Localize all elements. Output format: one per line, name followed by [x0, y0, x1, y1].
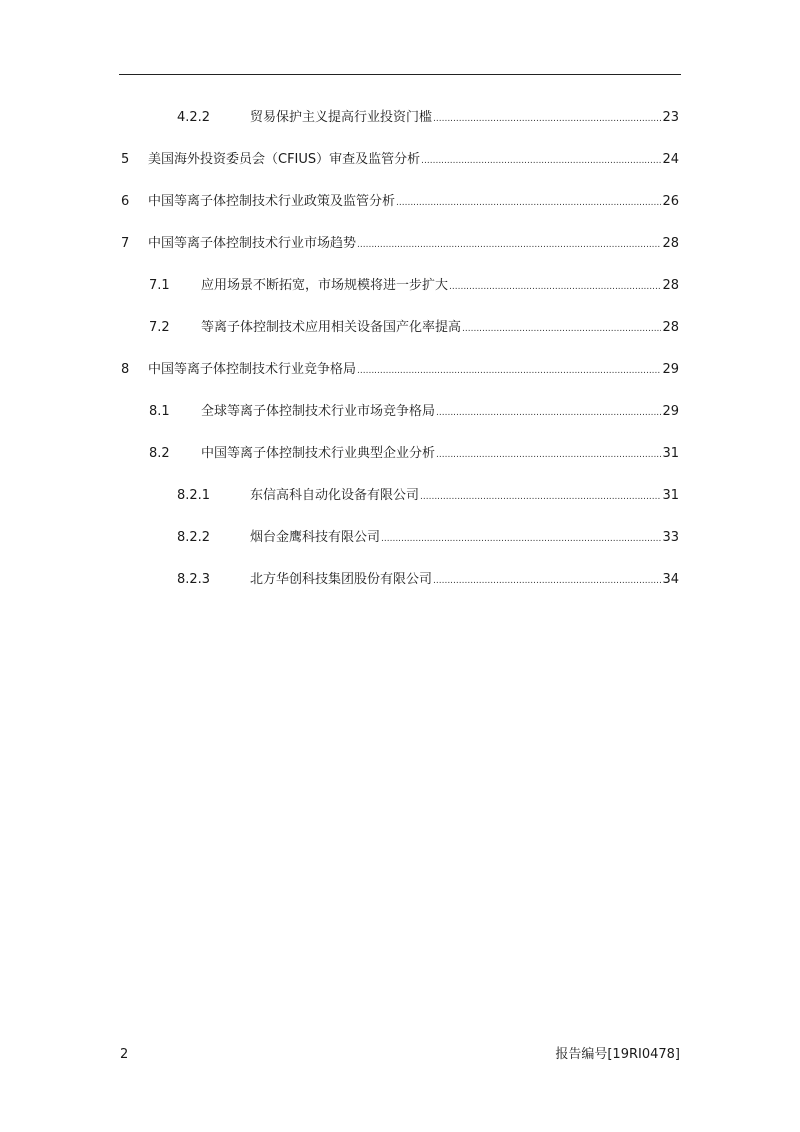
toc-entry-title: 烟台金鹰科技有限公司: [250, 530, 381, 545]
toc-entry-7-2[interactable]: [149, 317, 679, 339]
toc-dot-leader: [433, 570, 661, 592]
toc-dot-leader: [436, 402, 661, 424]
toc-entry-title: 中国等离子体控制技术行业典型企业分析: [201, 446, 436, 461]
toc-entry-title: 中国等离子体控制技术行业竞争格局: [148, 362, 357, 377]
toc-entry-title: 应用场景不断拓宽，市场规模将进一步扩大: [201, 278, 449, 293]
toc-entry-title: 北方华创科技集团股份有限公司: [250, 572, 433, 587]
toc-dot-leader: [357, 360, 661, 382]
footer-page-number: 2: [120, 1047, 129, 1062]
toc-entry-title: 中国等离子体控制技术行业市场趋势: [148, 236, 357, 251]
toc-entry-title: 中国等离子体控制技术行业政策及监管分析: [148, 194, 396, 209]
toc-dot-leader: [433, 108, 661, 130]
toc-entry-title: 东信高科自动化设备有限公司: [250, 488, 420, 503]
toc-entry-5[interactable]: [121, 149, 679, 171]
toc-entry-number: 8.1: [149, 404, 170, 419]
toc-entry-page: 31: [662, 488, 679, 503]
toc-dot-leader: [462, 318, 661, 340]
toc-entry-8-2-2[interactable]: [177, 527, 679, 549]
toc-entry-number: 6: [121, 194, 130, 209]
toc-entry-page: 33: [662, 530, 679, 545]
toc-entry-page: 29: [662, 404, 679, 419]
header-rule: [119, 74, 681, 75]
toc-entry-page: 28: [662, 236, 679, 251]
toc-entry-number: 7.2: [149, 320, 170, 335]
toc-entry-number: 4.2.2: [177, 110, 211, 125]
toc-entry-number: 7: [121, 236, 130, 251]
toc-entry-title: 贸易保护主义提高行业投资门槛: [250, 110, 433, 125]
toc-dot-leader: [396, 192, 661, 214]
toc-entry-page: 31: [662, 446, 679, 461]
toc-entry-6[interactable]: [121, 191, 679, 213]
toc-dot-leader: [420, 486, 661, 508]
toc-dot-leader: [449, 276, 661, 298]
toc-entry-page: 29: [662, 362, 679, 377]
toc-entry-number: 8.2.3: [177, 572, 211, 587]
toc-entry-page: 34: [662, 572, 679, 587]
toc-dot-leader: [436, 444, 661, 466]
toc-dot-leader: [421, 150, 661, 172]
toc-entry-number: 7.1: [149, 278, 170, 293]
toc-entry-number: 8.2.1: [177, 488, 211, 503]
toc-entry-page: 24: [662, 152, 679, 167]
toc-entry-page: 28: [662, 320, 679, 335]
toc-entry-8-1[interactable]: [149, 401, 679, 423]
toc-entry-title: 美国海外投资委员会（CFIUS）审查及监管分析: [148, 152, 421, 167]
toc-dot-leader: [357, 234, 661, 256]
toc-entry-number: 8: [121, 362, 130, 377]
toc-entry-number: 5: [121, 152, 130, 167]
toc-entry-8-2[interactable]: [149, 443, 679, 465]
toc-entry-8-2-3[interactable]: [177, 569, 679, 591]
toc-entry-page: 26: [662, 194, 679, 209]
toc-entry-page: 23: [662, 110, 679, 125]
footer-report-code: 报告编号[19RI0478]: [555, 1047, 680, 1062]
toc-entry-8[interactable]: [121, 359, 679, 381]
toc-entry-7[interactable]: [121, 233, 679, 255]
toc-entry-4-2-2[interactable]: [177, 107, 679, 129]
toc-entry-page: 28: [662, 278, 679, 293]
toc-entry-title: 全球等离子体控制技术行业市场竞争格局: [201, 404, 436, 419]
toc-entry-number: 8.2: [149, 446, 170, 461]
toc-dot-leader: [381, 528, 661, 550]
toc-entry-7-1[interactable]: [149, 275, 679, 297]
toc-entry-8-2-1[interactable]: [177, 485, 679, 507]
toc-entry-number: 8.2.2: [177, 530, 211, 545]
toc-entry-title: 等离子体控制技术应用相关设备国产化率提高: [201, 320, 462, 335]
